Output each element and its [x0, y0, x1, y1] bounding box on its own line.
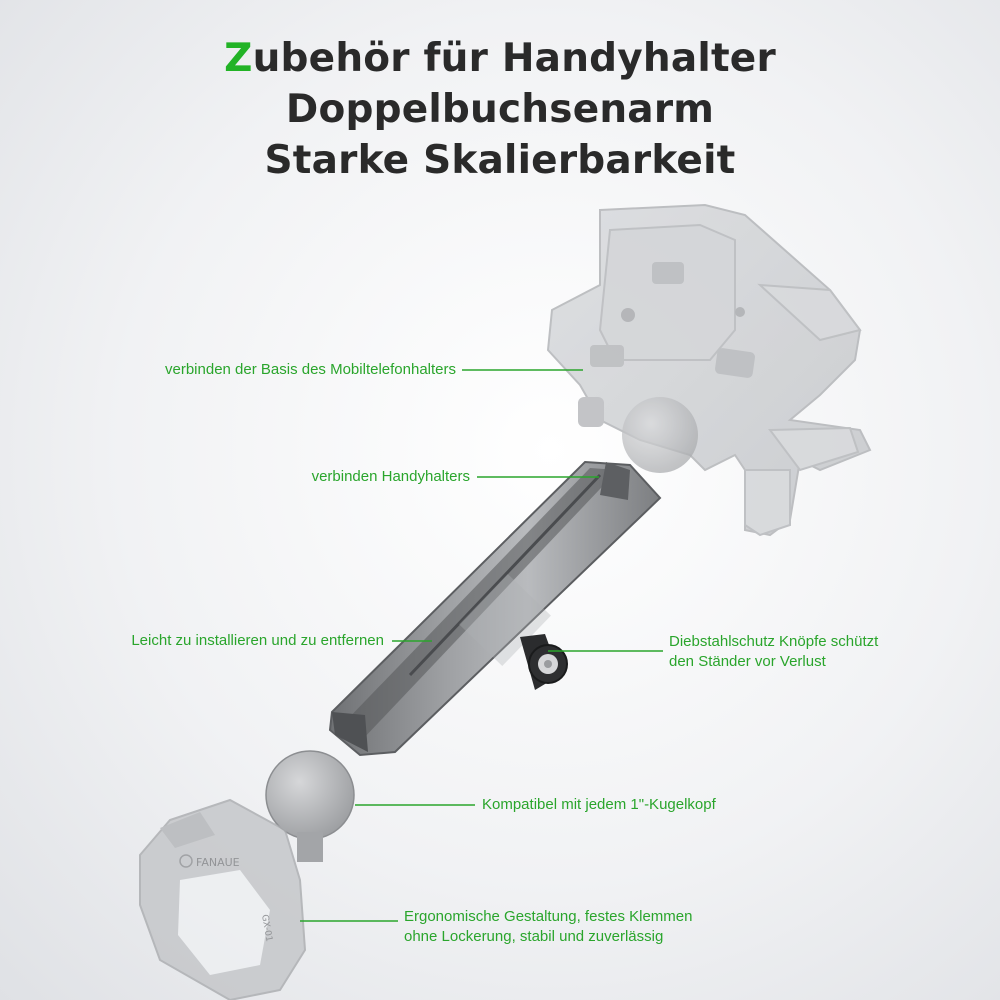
- callout-ergonomic-line1: Ergonomische Gestaltung, festes Klemmen: [404, 908, 693, 925]
- callout-ergonomic-line2: ohne Lockerung, stabil und zuverlässig: [404, 928, 664, 945]
- callout-ergonomic: [404, 907, 692, 947]
- clamp-brand-text: FANAUE: [196, 856, 240, 869]
- callout-install: Leicht zu installieren und zu entfernen: [131, 632, 384, 649]
- title-line1: ubehör für Handyhalter: [252, 36, 776, 81]
- callout-antitheft: [669, 632, 878, 672]
- callout-antitheft-line1: Diebstahlschutz Knöpfe schützt: [669, 633, 879, 650]
- handlebar-clamp: [140, 800, 305, 1000]
- title-accent-letter: Z: [224, 36, 253, 81]
- double-socket-arm: [330, 462, 660, 755]
- callout-ballhead: Kompatibel mit jedem 1"-Kugelkopf: [482, 796, 716, 813]
- anti-theft-knob: [520, 634, 567, 690]
- title-line2: Doppelbuchsenarm: [285, 87, 715, 132]
- clamp-model-text: GX-01: [259, 913, 274, 943]
- callout-antitheft-line2: den Ständer vor Verlust: [669, 653, 826, 670]
- callout-holder: verbinden Handyhalters: [311, 468, 470, 485]
- callout-base: verbinden der Basis des Mobiltelefonhalters: [165, 361, 456, 378]
- title-line3: Starke Skalierbarkeit: [264, 138, 736, 183]
